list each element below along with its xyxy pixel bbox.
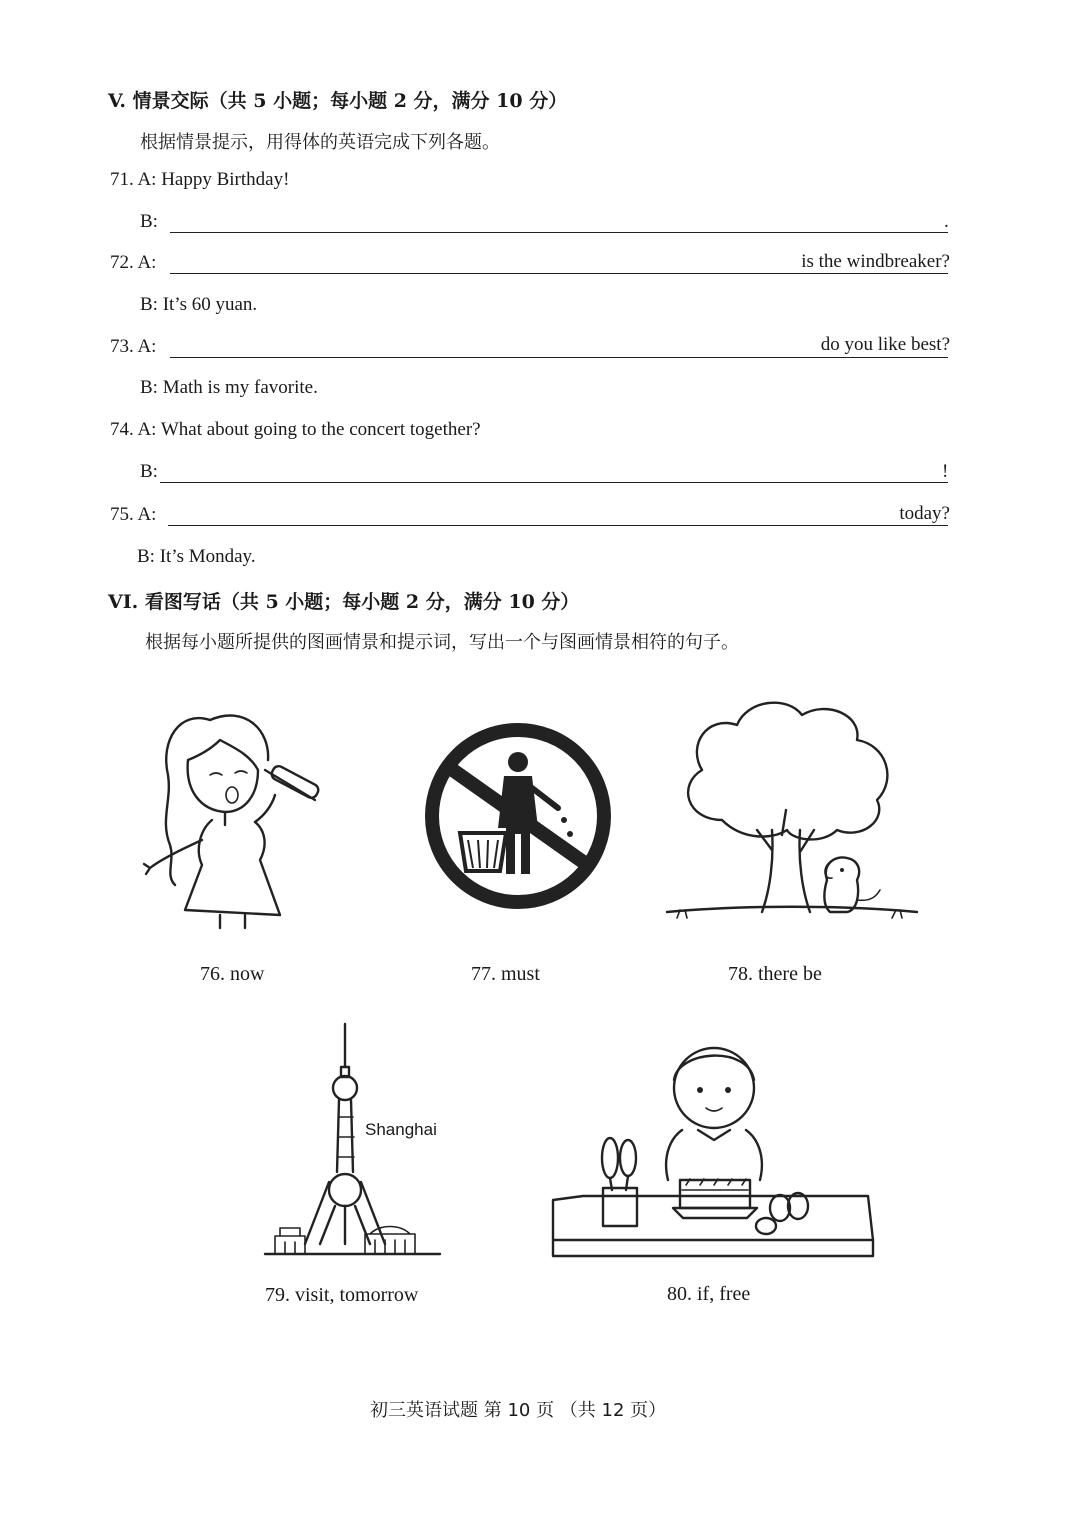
- section-5-heading: V. 情景交际（共 5 小题；每小题 2 分，满分 10 分）: [108, 90, 568, 112]
- oriental-pearl-tower-illustration: [255, 1022, 455, 1262]
- q75-a-label: 75. A:: [110, 504, 157, 525]
- q74-answer-line[interactable]: [160, 482, 948, 483]
- singing-girl-illustration: [140, 700, 340, 930]
- q72-a-label: 72. A:: [110, 252, 157, 273]
- q71-a: 71. A: Happy Birthday!: [110, 169, 290, 190]
- q75-a-end: today?: [899, 503, 950, 524]
- q71-answer-line[interactable]: [170, 232, 948, 233]
- q77-caption: 77. must: [471, 963, 540, 985]
- boy-baking-cake-illustration: [548, 1040, 880, 1262]
- page-footer: 初三英语试题 第 10 页 （共 12 页）: [370, 1400, 667, 1421]
- q72-answer-line[interactable]: [170, 273, 948, 274]
- q72-a-end: is the windbreaker?: [801, 251, 950, 272]
- shanghai-label: Shanghai: [365, 1120, 437, 1139]
- tree-and-dog-illustration: [662, 690, 922, 925]
- q75-answer-line[interactable]: [168, 525, 948, 526]
- no-littering-sign-icon: [420, 718, 616, 914]
- q74-a: 74. A: What about going to the concert together?: [110, 419, 481, 440]
- q76-caption: 76. now: [200, 963, 265, 985]
- q79-caption: 79. visit, tomorrow: [265, 1284, 419, 1306]
- section-6-heading: VI. 看图写话（共 5 小题；每小题 2 分，满分 10 分）: [108, 591, 580, 613]
- q74-b-label: B:: [140, 461, 158, 482]
- q78-caption: 78. there be: [728, 963, 822, 985]
- q71-b-label: B:: [140, 211, 158, 232]
- q71-b-end: .: [944, 211, 949, 232]
- q73-answer-line[interactable]: [170, 357, 948, 358]
- q73-a-end: do you like best?: [820, 334, 950, 355]
- q75-b: B: It’s Monday.: [137, 546, 256, 567]
- q74-b-end: !: [942, 461, 949, 482]
- q80-caption: 80. if, free: [667, 1283, 751, 1305]
- section-5-instruction: 根据情景提示，用得体的英语完成下列各题。: [140, 132, 500, 153]
- q73-b: B: Math is my favorite.: [140, 377, 318, 398]
- section-6-instruction: 根据每小题所提供的图画情景和提示词，写出一个与图画情景相符的句子。: [145, 632, 739, 653]
- q73-a-label: 73. A:: [110, 336, 157, 357]
- q72-b: B: It’s 60 yuan.: [140, 294, 258, 315]
